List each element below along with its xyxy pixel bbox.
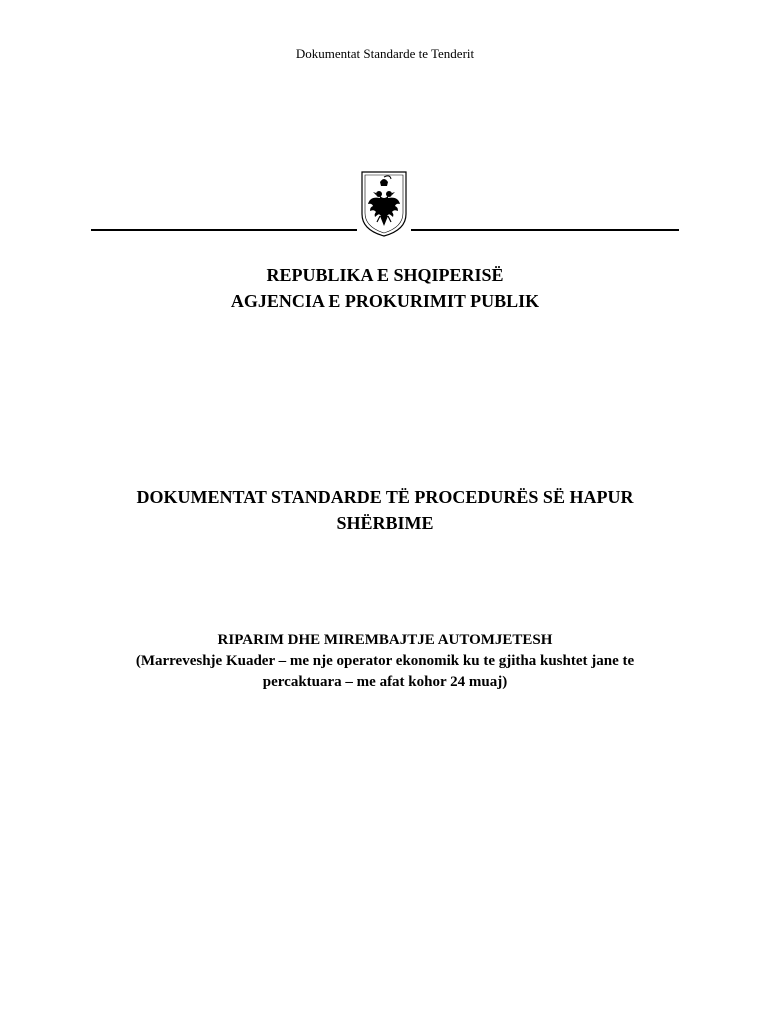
header-rule-right (411, 229, 679, 231)
agency-line-republic: REPUBLIKA E SHQIPERISË (266, 265, 504, 285)
page-header-note: Dokumentat Standarde te Tenderit (295, 46, 475, 61)
document-title-line-1: DOKUMENTAT STANDARDE TË PROCEDURËS SË HAPUR (136, 487, 634, 507)
document-title (0, 484, 770, 536)
tender-subject-description-2: percaktuara – me afat kohor 24 muaj) (262, 674, 508, 690)
tender-subject (0, 630, 770, 693)
agency-line-procurement: AGJENCIA E PROKURIMIT PUBLIK (230, 291, 540, 311)
agency-heading (0, 262, 770, 314)
header-rule-left (91, 229, 357, 231)
albanian-eagle-emblem-icon (360, 170, 408, 238)
tender-subject-title: RIPARIM DHE MIREMBAJTJE AUTOMJETESH (217, 632, 553, 648)
tender-subject-description-1: (Marreveshje Kuader – me nje operator ekonomik ku te gjitha kushtet jane te (135, 653, 635, 669)
document-title-line-2: SHËRBIME (336, 513, 434, 533)
